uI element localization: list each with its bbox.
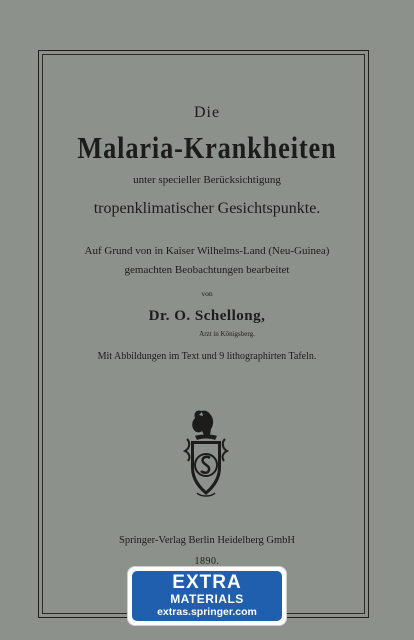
springer-horse-emblem-icon xyxy=(175,405,237,503)
badge-line-extra: EXTRA xyxy=(172,572,242,593)
publication-year: 1890. xyxy=(194,556,220,567)
book-title: Malaria-Krankheiten xyxy=(77,130,337,165)
basis-line-1: Auf Grund von in Kaiser Wilhelms-Land (Neu-Guinea) xyxy=(84,245,330,257)
author-title: Arzt in Königsberg. xyxy=(199,330,255,338)
subtitle-line-2: tropenklimatischer Gesichtspunkte. xyxy=(93,200,321,217)
publisher: Springer-Verlag Berlin Heidelberg GmbH xyxy=(118,535,295,546)
subtitle-line-1: unter specieller Berücksichtigung xyxy=(133,174,281,186)
basis-line-2: gemachten Beobachtungen bearbeitet xyxy=(124,264,290,276)
badge-url[interactable]: extras.springer.com xyxy=(157,606,257,618)
title-article: Die xyxy=(193,104,221,121)
author-name: Dr. O. Schellong, xyxy=(148,308,266,324)
extra-materials-badge[interactable] xyxy=(128,567,286,625)
by-label: von xyxy=(201,289,213,298)
badge-line-materials: MATERIALS xyxy=(170,592,244,606)
extra-materials-badge-body[interactable] xyxy=(132,571,282,621)
illustrations-note: Mit Abbildungen im Text und 9 lithographirten Tafeln. xyxy=(97,351,317,362)
